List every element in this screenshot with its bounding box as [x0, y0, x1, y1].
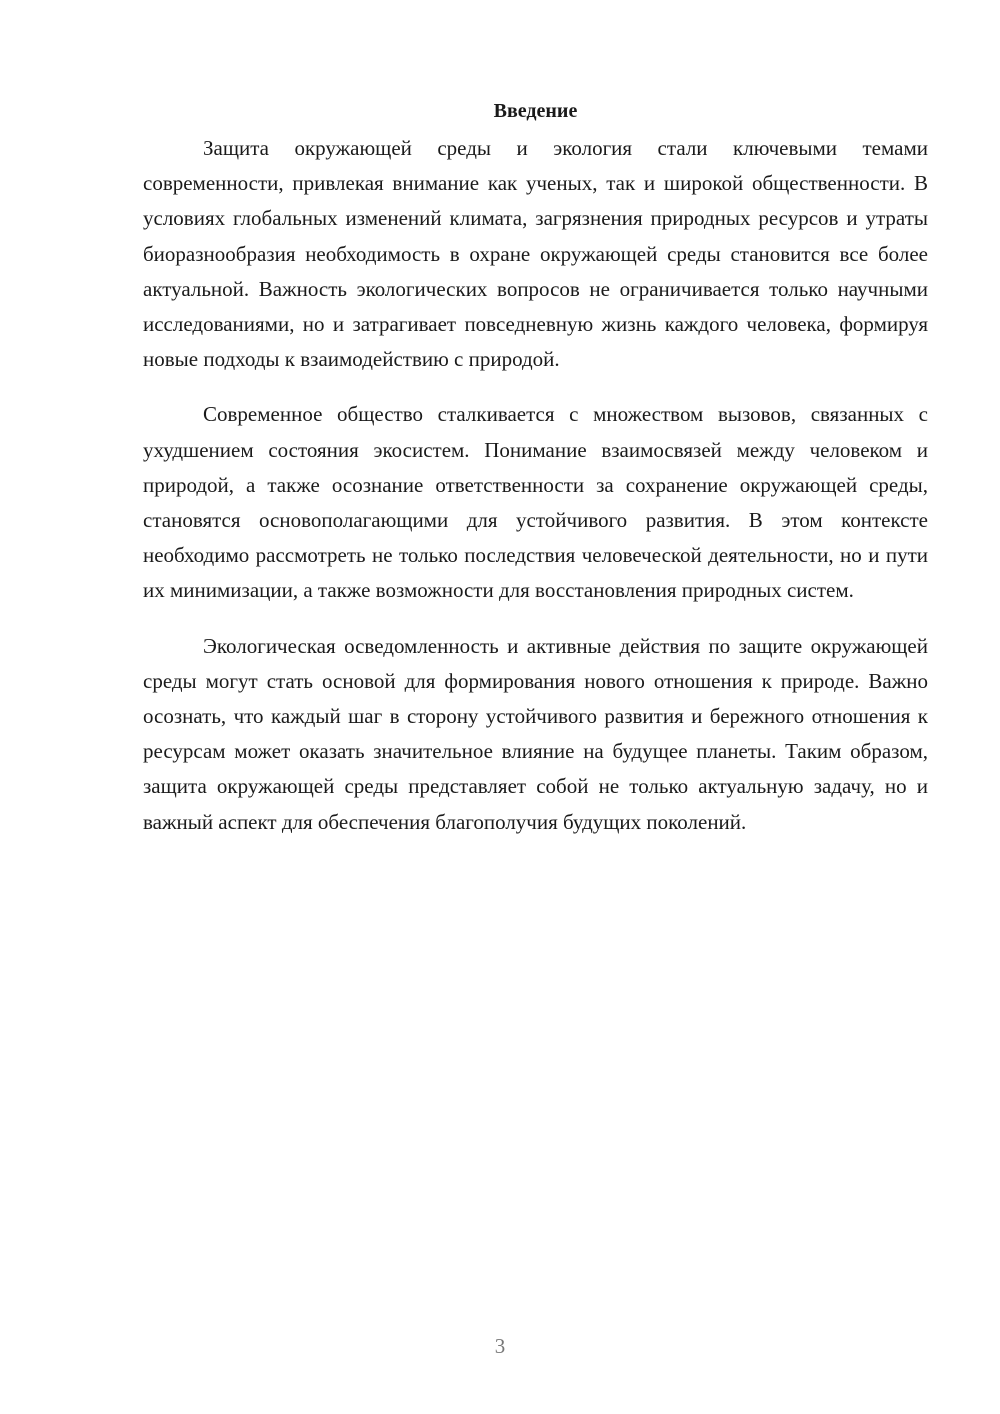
section-heading: Введение	[493, 100, 578, 122]
page-content	[143, 96, 928, 860]
paragraph-3: Экологическая осведомленность и активные действия по защите окружающей среды могут стать основой для формирования нового отношения к природе. Важно осознать, что каждый шаг в сторону устойчивого развития и бережного отношения к ресурсам может оказать значительное влияние на будущее планеты. Таким образом, защита окружающей среды представляет собой не только актуальную задачу, но и важный аспект для обеспечения благополучия будущих поколений.	[143, 633, 928, 834]
paragraph-1: Защита окружающей среды и экология стали ключевыми темами современности, привлекая внимание как ученых, так и широкой общественности. В условиях глобальных изменений климата, загрязнения природных ресурсов и утраты биоразнообразия необходимость в охране окружающей среды становится все более актуальной. Важность экологических вопросов не ограничивается только научными исследованиями, но и затрагивает повседневную жизнь каждого человека, формируя новые подходы к взаимодействию с природой.	[143, 136, 928, 372]
paragraph-2: Современное общество сталкивается с множеством вызовов, связанных с ухудшением состояния экосистем. Понимание взаимосвязей между человеком и природой, а также осознание ответственности за сохранение окружающей среды, становятся основополагающими для устойчивого развития. В этом контексте необходимо рассмотреть не только последствия человеческой деятельности, но и пути их минимизации, а также возможности для восстановления природных систем.	[143, 402, 928, 603]
page-number: 3	[494, 1334, 506, 1358]
